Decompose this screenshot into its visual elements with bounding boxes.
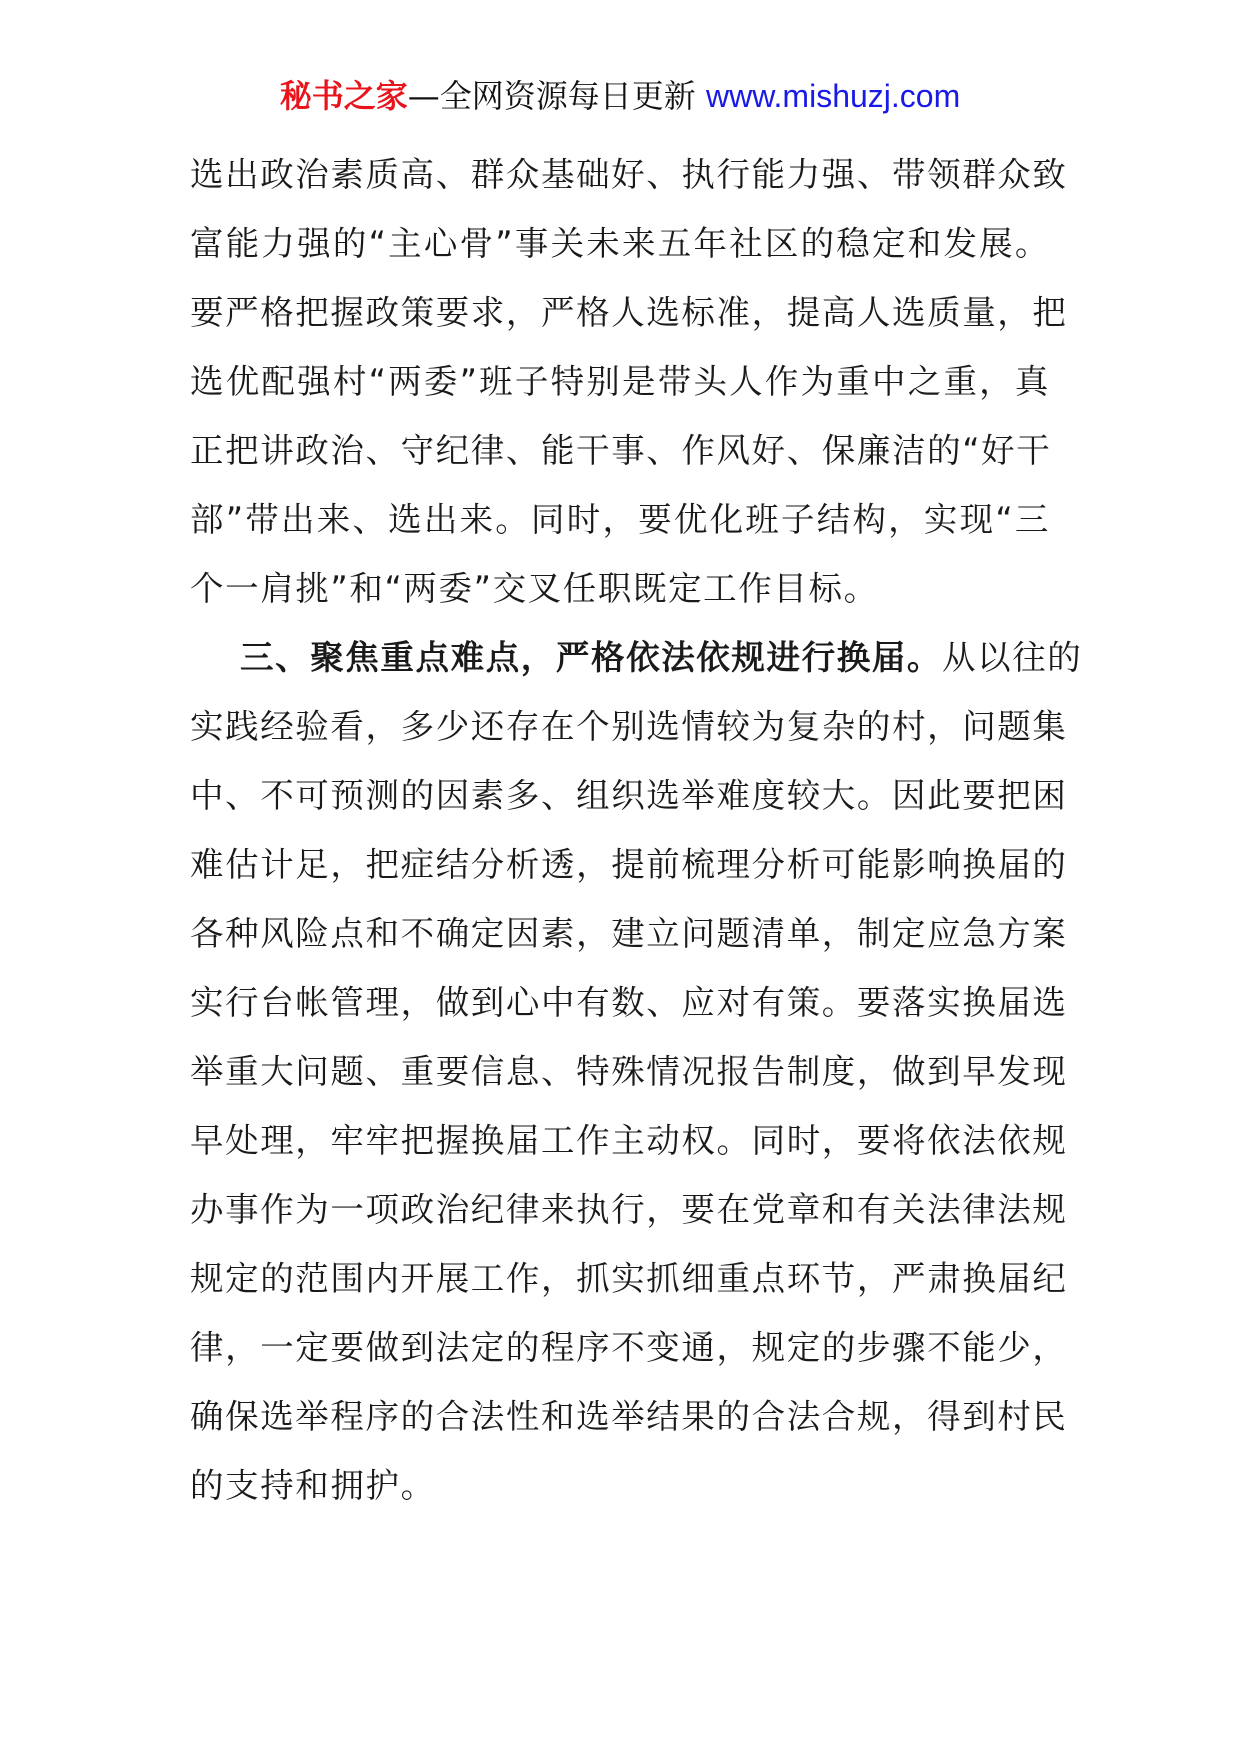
paragraph-2-line: 举重大问题、重要信息、特殊情况报告制度，做到早发现 xyxy=(190,1052,1068,1091)
paragraph-2-first-line xyxy=(190,623,1083,692)
paragraph-1-line: 选优配强村“两委”班子特别是带头人作为重中之重，真 xyxy=(190,362,1050,401)
paragraph-1-line: 个一肩挑”和“两委”交叉任职既定工作目标。 xyxy=(190,569,879,608)
paragraph-2-line: 的支持和拥护。 xyxy=(190,1466,436,1505)
paragraph-2-line: 早处理，牢牢把握换届工作主动权。同时，要将依法依规 xyxy=(190,1121,1068,1160)
site-slogan: —全网资源每日更新 xyxy=(407,77,696,115)
paragraph-2-line: 各种风险点和不确定因素，建立问题清单，制定应急方案 xyxy=(190,914,1068,953)
paragraph-2 xyxy=(190,623,1083,1520)
site-header xyxy=(0,72,1240,120)
site-brand: 秘书之家 xyxy=(279,77,408,115)
paragraph-2-line: 难估计足，把症结分析透，提前梳理分析可能影响换届的 xyxy=(190,845,1068,884)
paragraph-2-first-line-rest: 从以往的 xyxy=(942,638,1083,677)
paragraph-1 xyxy=(190,140,1068,623)
paragraph-1-line: 富能力强的“主心骨”事关未来五年社区的稳定和发展。 xyxy=(190,224,1050,263)
section-heading: 三、聚焦重点难点，严格依法依规进行换届。 xyxy=(240,638,942,677)
paragraph-1-line: 选出政治素质高、群众基础好、执行能力强、带领群众致 xyxy=(190,155,1068,194)
paragraph-2-line: 律，一定要做到法定的程序不变通，规定的步骤不能少， xyxy=(190,1328,1068,1367)
document-body xyxy=(190,140,1083,1520)
site-url-link[interactable]: www.mishuzj.com xyxy=(705,78,961,114)
paragraph-1-line: 要严格把握政策要求，严格人选标准，提高人选质量，把 xyxy=(190,293,1068,332)
paragraph-2-line: 办事作为一项政治纪律来执行，要在党章和有关法律法规 xyxy=(190,1190,1068,1229)
paragraph-2-line: 实行台帐管理，做到心中有数、应对有策。要落实换届选 xyxy=(190,983,1068,1022)
paragraph-2-line: 实践经验看，多少还存在个别选情较为复杂的村，问题集 xyxy=(190,707,1068,746)
paragraph-2-line: 确保选举程序的合法性和选举结果的合法合规，得到村民 xyxy=(190,1397,1068,1436)
paragraph-1-line: 部”带出来、选出来。同时，要优化班子结构，实现“三 xyxy=(190,500,1050,539)
paragraph-2-line: 中、不可预测的因素多、组织选举难度较大。因此要把困 xyxy=(190,776,1068,815)
paragraph-1-line: 正把讲政治、守纪律、能干事、作风好、保廉洁的“好干 xyxy=(190,431,1052,470)
paragraph-2-line: 规定的范围内开展工作，抓实抓细重点环节，严肃换届纪 xyxy=(190,1259,1068,1298)
